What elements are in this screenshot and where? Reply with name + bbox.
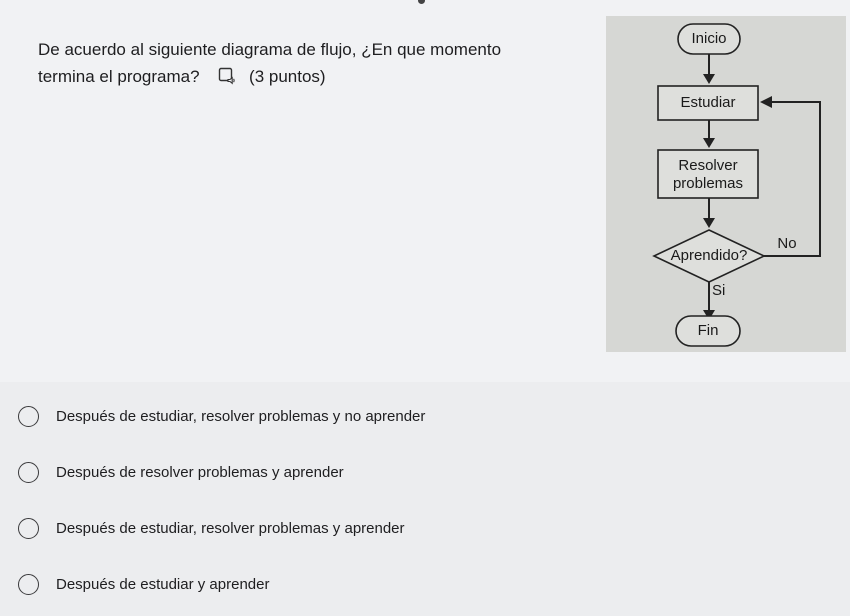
- flowchart-image: [606, 16, 846, 352]
- speaker-icon[interactable]: [218, 66, 236, 93]
- answer-option-label: Después de estudiar, resolver problemas y no aprender: [56, 407, 426, 425]
- flow-end-label: Fin: [697, 322, 719, 339]
- flow-yes-label: Si: [712, 282, 726, 299]
- answer-option[interactable]: [18, 460, 344, 484]
- answer-option-label: Después de estudiar y aprender: [56, 575, 270, 593]
- radio-button[interactable]: [18, 574, 39, 595]
- radio-button[interactable]: [18, 518, 39, 539]
- question-points: (3 puntos): [249, 67, 326, 86]
- question-text: De acuerdo al siguiente diagrama de flujo, ¿En que momento termina el programa?: [38, 40, 502, 86]
- answer-option-label: Después de resolver problemas y aprender: [56, 463, 344, 481]
- flow-decision-label: Aprendido?: [670, 247, 748, 264]
- flow-step2-line1: Resolver: [678, 157, 738, 174]
- flow-step1-label: Estudiar: [680, 94, 736, 111]
- question-text-block: [38, 36, 508, 93]
- flow-start-label: Inicio: [691, 30, 727, 47]
- answer-option[interactable]: [18, 572, 269, 596]
- flow-no-label: No: [777, 235, 797, 252]
- radio-button[interactable]: [18, 462, 39, 483]
- answer-option[interactable]: [18, 516, 405, 540]
- answer-option-label: Después de estudiar, resolver problemas y aprender: [56, 519, 405, 537]
- answer-option[interactable]: [18, 404, 425, 428]
- radio-button[interactable]: [18, 406, 39, 427]
- top-indicator: [418, 0, 425, 4]
- flow-step2-line2: problemas: [672, 175, 744, 192]
